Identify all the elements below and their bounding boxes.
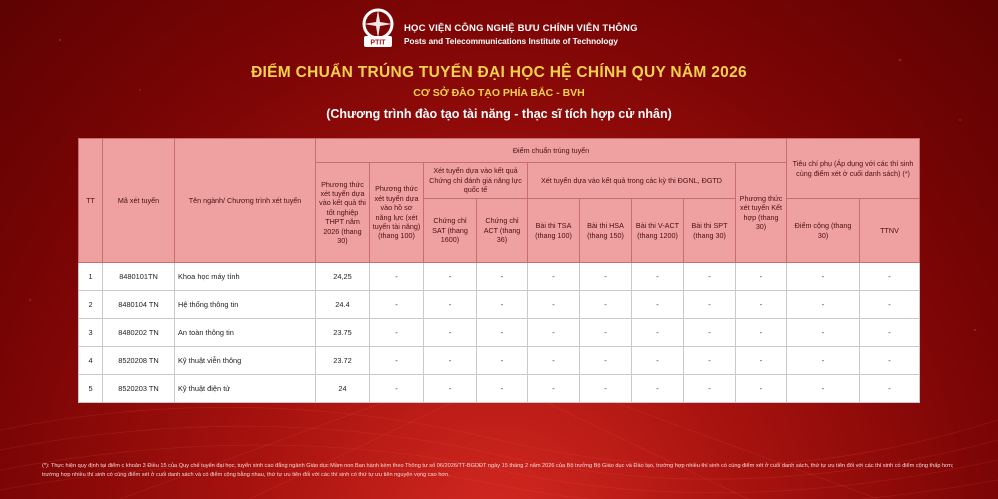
cell-thpt: 24,25: [316, 263, 370, 291]
cell-tt: 3: [79, 319, 103, 347]
header-sat: Chứng chỉ SAT (thang 1600): [424, 199, 477, 263]
cell-diem-cong: -: [787, 347, 860, 375]
institute-name: [404, 23, 638, 46]
header-tt: TT: [79, 139, 103, 263]
table-row: [79, 347, 920, 375]
header-hsa: Bài thi HSA (thang 150): [580, 199, 632, 263]
header-diem-chuan: Điểm chuẩn trúng tuyển: [316, 139, 787, 163]
header-spt: Bài thi SPT (thang 30): [684, 199, 736, 263]
cell-tsa: -: [528, 291, 580, 319]
header-act: Chứng chỉ ACT (thang 36): [477, 199, 528, 263]
header-quoc-te-group: Xét tuyển dựa vào kết quả Chứng chỉ đánh giá năng lực quốc tế: [424, 163, 528, 199]
cell-sat: -: [424, 291, 477, 319]
cell-spt: -: [684, 263, 736, 291]
cell-ma: 8480101TN: [103, 263, 175, 291]
cell-hsa: -: [580, 263, 632, 291]
cell-spt: -: [684, 347, 736, 375]
cell-ket-hop: -: [736, 347, 787, 375]
cell-nang-luc: -: [370, 375, 424, 403]
cell-ttnv: -: [860, 347, 920, 375]
cell-ten: An toàn thông tin: [175, 319, 316, 347]
cell-ten: Khoa học máy tính: [175, 263, 316, 291]
header-tieu-chi-phu: Tiêu chí phụ (Áp dụng với các thí sinh cùng điểm xét ở cuối danh sách) (*): [787, 139, 920, 199]
cell-thpt: 24.4: [316, 291, 370, 319]
footnote: (*): Thực hiện quy định tại điểm c khoản 3 Điều 15 của Quy chế tuyển đại học, tuyển sinh cao đẳng ngành Giáo dục Mầm non Ban hành kèm theo Thông tư số 06/2026/TT-BGDĐT ngày 15 tháng 2 năm 2026 của Bộ trưởng Bộ Giáo dục và Đào tạo, trường hợp nhiều thí sinh có cùng điểm xét ở cuối danh sách, thứ tự ưu tiên đối với các thí sinh có điểm cộng thấp hơn; trường hợp nhiều thí sinh có cùng điểm xét ở cuối danh sách và có điểm cộng bằng nhau, thứ tự ưu tiên đối với các thí sinh có thứ tự ưu tiên nguyện vọng cao hơn.: [42, 463, 954, 478]
header-ten-nganh: Tên ngành/ Chương trình xét tuyển: [175, 139, 316, 263]
cell-spt: -: [684, 375, 736, 403]
cell-diem-cong: -: [787, 375, 860, 403]
program-title: (Chương trình đào tạo tài năng - thạc sĩ tích hợp cử nhân): [326, 107, 672, 121]
header-nang-luc: Phương thức xét tuyển dựa vào hồ sơ năng lực (xét tuyển tài năng) (thang 100): [370, 163, 424, 263]
cell-sat: -: [424, 263, 477, 291]
admission-scores-table: [78, 138, 920, 403]
cell-thpt: 23.75: [316, 319, 370, 347]
cell-ttnv: -: [860, 291, 920, 319]
institute-name-en: Posts and Telecommunications Institute of Technology: [404, 37, 618, 46]
cell-tsa: -: [528, 375, 580, 403]
table-row: [79, 375, 920, 403]
cell-tt: 2: [79, 291, 103, 319]
cell-sat: -: [424, 347, 477, 375]
cell-sat: -: [424, 319, 477, 347]
cell-ten: Kỹ thuật viễn thông: [175, 347, 316, 375]
cell-spt: -: [684, 319, 736, 347]
cell-vact: -: [632, 375, 684, 403]
cell-tsa: -: [528, 263, 580, 291]
cell-tsa: -: [528, 319, 580, 347]
cell-ket-hop: -: [736, 263, 787, 291]
cell-diem-cong: -: [787, 319, 860, 347]
cell-vact: -: [632, 347, 684, 375]
table-row: [79, 319, 920, 347]
cell-hsa: -: [580, 291, 632, 319]
cell-nang-luc: -: [370, 291, 424, 319]
cell-tt: 4: [79, 347, 103, 375]
header-dgnl-group: Xét tuyển dựa vào kết quả trong các kỳ thi ĐGNL, ĐGTD: [528, 163, 736, 199]
cell-hsa: -: [580, 319, 632, 347]
cell-ma: 8520208 TN: [103, 347, 175, 375]
cell-vact: -: [632, 291, 684, 319]
cell-vact: -: [632, 263, 684, 291]
cell-hsa: -: [580, 375, 632, 403]
header-thpt: Phương thức xét tuyển dựa vào kết quả thi tốt nghiệp THPT năm 2026 (thang 30): [316, 163, 370, 263]
cell-ket-hop: -: [736, 375, 787, 403]
cell-sat: -: [424, 375, 477, 403]
cell-ma: 8480202 TN: [103, 319, 175, 347]
header-ket-hop: Phương thức xét tuyển Kết hợp (thang 30): [736, 163, 787, 263]
cell-ten: Hệ thống thông tin: [175, 291, 316, 319]
logo-text: PTIT: [370, 39, 386, 47]
cell-tt: 1: [79, 263, 103, 291]
cell-hsa: -: [580, 347, 632, 375]
cell-ttnv: -: [860, 375, 920, 403]
cell-ket-hop: -: [736, 291, 787, 319]
cell-ma: 8520203 TN: [103, 375, 175, 403]
cell-ten: Kỹ thuật điện tử: [175, 375, 316, 403]
campus-title: CƠ SỞ ĐÀO TẠO PHÍA BẮC - BVH: [413, 87, 585, 99]
cell-spt: -: [684, 291, 736, 319]
header-vact: Bài thi V-ACT (thang 1200): [632, 199, 684, 263]
cell-act: -: [477, 347, 528, 375]
cell-ma: 8480104 TN: [103, 291, 175, 319]
cell-nang-luc: -: [370, 263, 424, 291]
cell-tt: 5: [79, 375, 103, 403]
header-tsa: Bài thi TSA (thang 100): [528, 199, 580, 263]
cell-act: -: [477, 319, 528, 347]
cell-ttnv: -: [860, 319, 920, 347]
cell-ket-hop: -: [736, 319, 787, 347]
cell-ttnv: -: [860, 263, 920, 291]
cell-diem-cong: -: [787, 263, 860, 291]
cell-nang-luc: -: [370, 319, 424, 347]
cell-diem-cong: -: [787, 291, 860, 319]
institute-name-vn: HỌC VIỆN CÔNG NGHỆ BƯU CHÍNH VIỄN THÔNG: [404, 23, 638, 34]
header-ma-xet-tuyen: Mã xét tuyển: [103, 139, 175, 263]
cell-tsa: -: [528, 347, 580, 375]
header-ttnv: TTNV: [860, 199, 920, 263]
header-diem-cong: Điểm cộng (thang 30): [787, 199, 860, 263]
cell-act: -: [477, 375, 528, 403]
cell-thpt: 23.72: [316, 347, 370, 375]
ptit-logo: [358, 6, 398, 52]
cell-vact: -: [632, 319, 684, 347]
main-title: ĐIỂM CHUẨN TRÚNG TUYỂN ĐẠI HỌC HỆ CHÍNH QUY NĂM 2026: [251, 64, 747, 81]
cell-act: -: [477, 263, 528, 291]
cell-thpt: 24: [316, 375, 370, 403]
table-row: [79, 263, 920, 291]
cell-nang-luc: -: [370, 347, 424, 375]
ptit-logo-icon: [358, 6, 398, 52]
cell-act: -: [477, 291, 528, 319]
table-row: [79, 291, 920, 319]
